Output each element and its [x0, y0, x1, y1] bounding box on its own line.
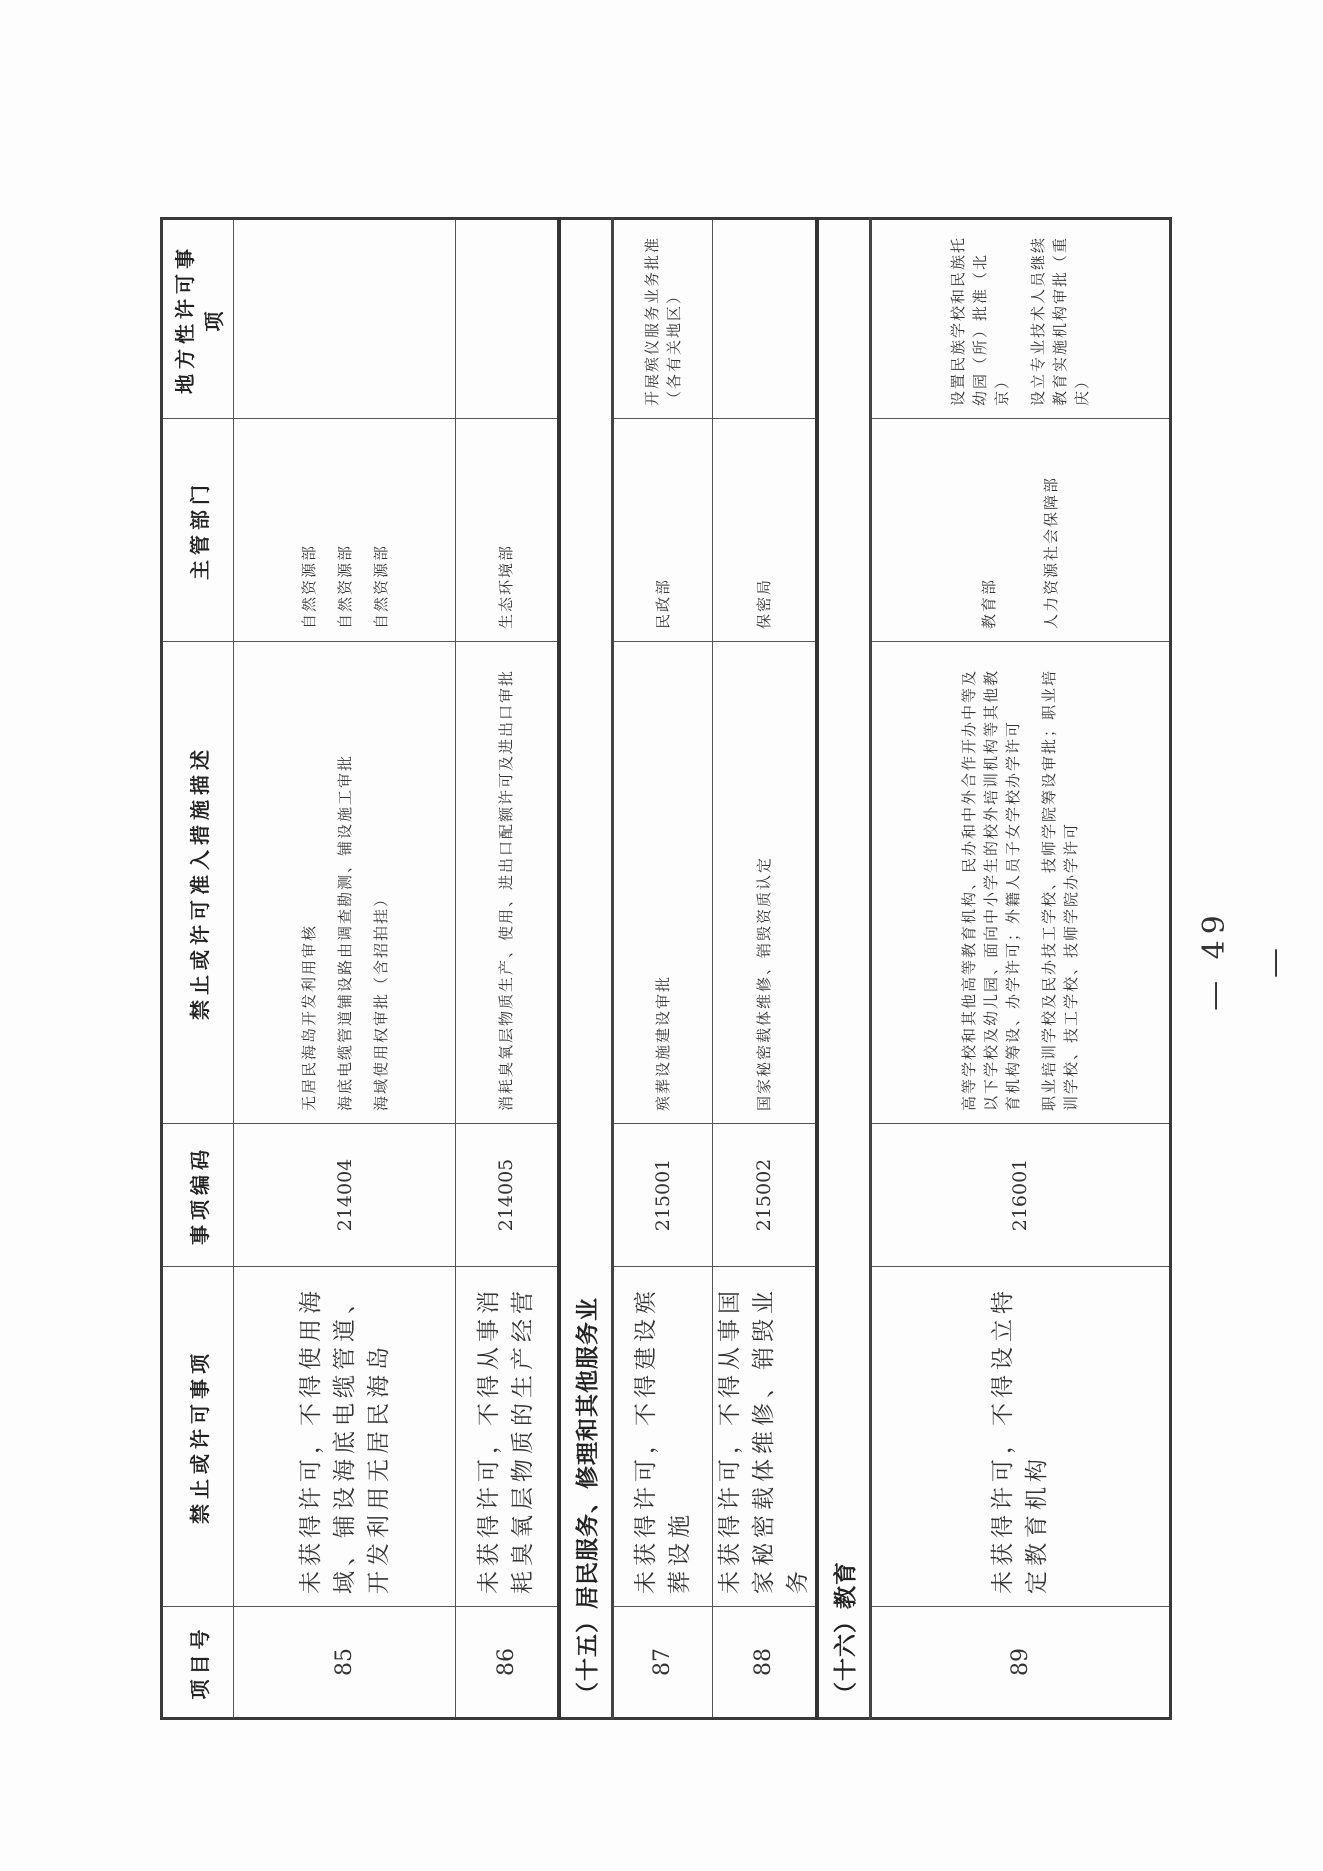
section-row — [559, 219, 613, 1719]
item-local-permit — [234, 219, 456, 419]
item-code: 215001 — [612, 1124, 712, 1267]
item-description — [870, 642, 1171, 1124]
item-description: 殡葬设施建设审批 — [612, 642, 712, 1124]
header-local: 地方性许可事项 — [162, 219, 234, 419]
section-title: （十六）教育 — [817, 219, 871, 1719]
item-number: 88 — [712, 1607, 817, 1719]
table-row — [712, 219, 817, 1719]
item-title: 未获得许可，不得使用海域、铺设海底电缆管道、开发利用无居民海岛 — [234, 1267, 456, 1607]
sub-local-permit: 设置民族学校和民族托幼园（所）批准（北京） — [949, 235, 1012, 406]
page-number — [1185, 885, 1292, 1035]
header-item: 禁止或许可事项 — [162, 1267, 234, 1607]
header-dept: 主管部门 — [162, 419, 234, 642]
header-desc: 禁止或许可准入措施描述 — [162, 642, 234, 1124]
item-code: 216001 — [870, 1124, 1171, 1267]
item-department: 保密局 — [712, 419, 817, 642]
item-local-permit: 开展殡仪服务业务批准（各有关地区） — [612, 219, 712, 419]
permit-table — [160, 217, 1172, 1720]
sub-description: 高等学校和其他高等教育机构、民办和中外合作开办中等及以下学校及幼儿园、面向中小学生的校外培训机构等其他教育机构筹设、办学许可；外籍人员子女学校办学许可 — [960, 668, 1023, 1111]
header-row — [162, 219, 234, 1719]
sub-description: 海底电缆管道铺设路由调查勘测、铺设施工审批 — [335, 753, 354, 1111]
sub-department: 人力资源社会保障部 — [1042, 475, 1061, 629]
sub-description: 海域使用权审批（含招拍挂） — [371, 889, 390, 1111]
section-row — [817, 219, 871, 1719]
rotated-page — [160, 220, 1172, 1720]
item-description: 国家秘密载体维修、销毁资质认定 — [712, 642, 817, 1124]
item-code: 214004 — [234, 1124, 456, 1267]
item-number: 85 — [234, 1607, 456, 1719]
table-row — [870, 219, 1171, 1719]
sub-local-permit: 设立专业技术人员继续教育实施机构审批（重庆） — [1029, 235, 1092, 406]
sub-department: 自然资源部 — [299, 543, 318, 629]
item-local-permit — [712, 219, 817, 419]
item-number: 86 — [456, 1607, 559, 1719]
item-code: 214005 — [456, 1124, 559, 1267]
item-department: 民政部 — [612, 419, 712, 642]
sub-department: 教育部 — [980, 577, 999, 629]
item-local-permit — [870, 219, 1171, 419]
table-row — [612, 219, 712, 1719]
item-title: 未获得许可，不得从事国家秘密载体维修、销毁业务 — [712, 1267, 817, 1607]
item-department — [234, 419, 456, 642]
sub-department: 自然资源部 — [371, 543, 390, 629]
item-local-permit — [456, 219, 559, 419]
item-description: 消耗臭氧层物质生产、使用、进出口配额许可及进出口审批 — [456, 642, 559, 1124]
header-code: 事项编码 — [162, 1124, 234, 1267]
item-title: 未获得许可，不得从事消耗臭氧层物质的生产经营 — [456, 1267, 559, 1607]
table-row — [234, 219, 456, 1719]
item-title: 未获得许可，不得设立特定教育机构 — [870, 1267, 1171, 1607]
page-number-text: — 49 — — [1197, 909, 1292, 1011]
sub-description: 无居民海岛开发利用审核 — [299, 923, 318, 1111]
header-no: 项目号 — [162, 1607, 234, 1719]
item-description — [234, 642, 456, 1124]
sub-description: 职业培训学校及民办技工学校、技师学院筹设审批；职业培训学校、技工学校、技师学院办学许可 — [1040, 668, 1081, 1111]
item-department — [870, 419, 1171, 642]
item-title: 未获得许可，不得建设殡葬设施 — [612, 1267, 712, 1607]
item-department: 生态环境部 — [456, 419, 559, 642]
table-row — [456, 219, 559, 1719]
item-code: 215002 — [712, 1124, 817, 1267]
item-number: 89 — [870, 1607, 1171, 1719]
sub-department: 自然资源部 — [335, 543, 354, 629]
section-title: （十五）居民服务、修理和其他服务业 — [559, 219, 613, 1719]
item-number: 87 — [612, 1607, 712, 1719]
